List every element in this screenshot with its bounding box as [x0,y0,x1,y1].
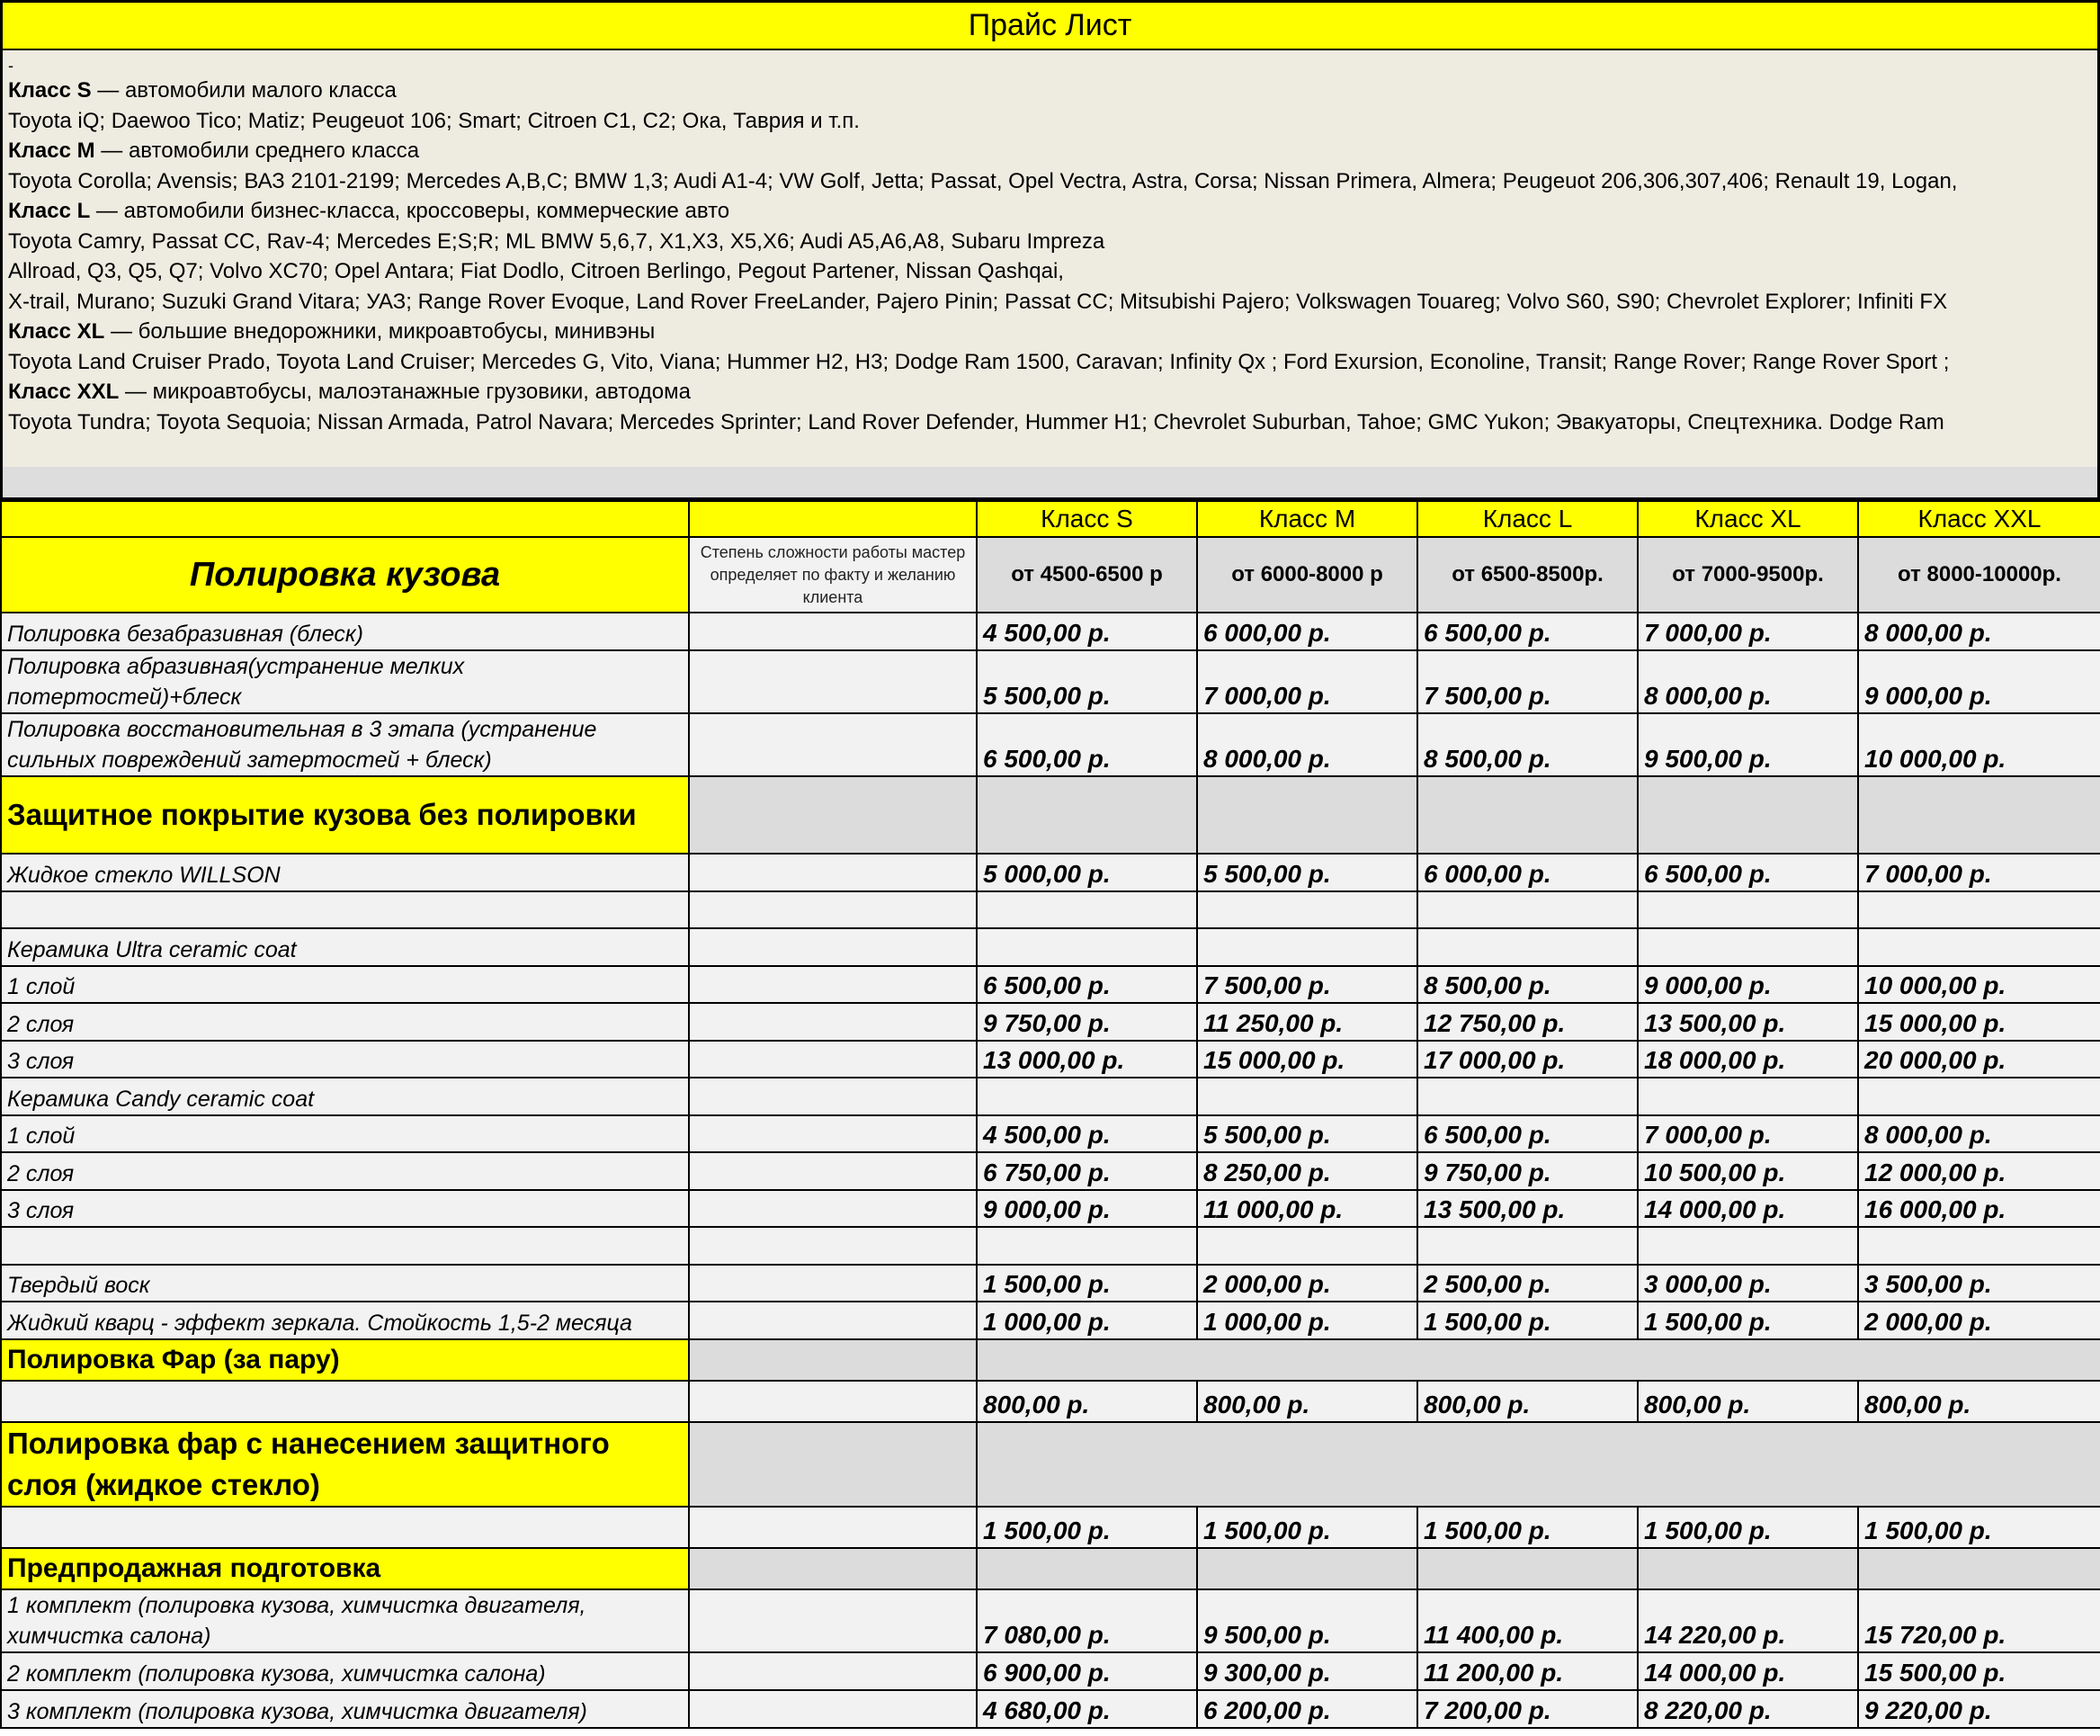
price-cell: 12 750,00 р. [1417,1003,1638,1041]
section-title: Полировка Фар (за пару) [1,1339,689,1381]
desc-line [8,347,2097,378]
empty-cell [1638,1548,1858,1589]
price-cell: 1 500,00 р. [1858,1507,2100,1548]
empty-cell [977,1422,2100,1507]
empty-cell [1417,891,1638,928]
empty-cell [1417,1227,1638,1265]
desc-line [8,256,2097,287]
price-cell: 8 220,00 р. [1638,1690,1858,1728]
price-row [1,1652,2100,1690]
page-title: Прайс Лист [0,0,2100,50]
empty-cell [1858,1078,2100,1115]
section-row [1,1422,2100,1507]
desc-line [8,106,2097,137]
price-cell: 15 000,00 р. [1858,1003,2100,1041]
price-row [1,1690,2100,1728]
price-cell: 1 500,00 р. [1638,1302,1858,1339]
price-cell: 800,00 р. [1638,1381,1858,1422]
price-cell: 11 000,00 р. [1197,1190,1417,1227]
desc-text: Toyota Land Cruiser Prado, Toyota Land Cruiser; Mercedes G, Vito, Viana; Hummer H2, H3; Dodge Ram 1500, Caravan; Infinity Qx ; Ford Exursion, Econoline, Transit; Range Rover; Range Rover Sport ; [8,349,1950,374]
empty-cell [1,1507,689,1548]
price-row [1,1115,2100,1152]
price-cell: 7 000,00 р. [1638,613,1858,650]
desc-text: — автомобили среднего класса [94,139,420,163]
desc-line [8,287,2097,318]
empty-cell [1417,776,1638,854]
price-cell: 10 000,00 р. [1858,966,2100,1003]
section-title: Полировка кузова [1,537,689,613]
class-label: Класс L [8,199,91,223]
subsection-row [1,928,2100,966]
blank-row [1,891,2100,928]
price-cell: 14 220,00 р. [1638,1589,1858,1652]
price-cell: 7 000,00 р. [1197,650,1417,713]
price-cell: 7 000,00 р. [1638,1115,1858,1152]
service-name: 2 слоя [1,1152,689,1190]
section-title: Полировка фар с нанесением защитного слоя (жидкое стекло) [1,1422,689,1507]
empty-cell [689,1589,977,1652]
desc-gray-strip [3,467,2097,497]
empty-cell [689,1003,977,1041]
empty-cell [689,776,977,854]
class-header: Класс S [977,501,1197,537]
empty-cell [689,928,977,966]
class-label: Класс M [8,139,95,163]
empty-cell [689,1690,977,1728]
empty-cell [977,1227,1197,1265]
desc-text: — микроавтобусы, малоэтанажные грузовики, автодома [119,380,691,404]
empty-cell [977,1548,1197,1589]
desc-text: — автомобили бизнес-класса, кроссоверы, коммерческие авто [90,199,730,223]
price-cell: 5 500,00 р. [1197,854,1417,891]
price-cell: 20 000,00 р. [1858,1041,2100,1078]
class-header: Класс XXL [1858,501,2100,537]
desc-line [8,76,2097,106]
empty-cell [1858,776,2100,854]
price-cell: 14 000,00 р. [1638,1652,1858,1690]
price-cell: 9 220,00 р. [1858,1690,2100,1728]
class-header: Класс XL [1638,501,1858,537]
price-cell: 800,00 р. [1417,1381,1638,1422]
price-cell: 800,00 р. [977,1381,1197,1422]
price-cell: 8 500,00 р. [1417,966,1638,1003]
desc-line [8,317,2097,347]
empty-cell [689,1078,977,1115]
service-name: Твердый воск [1,1265,689,1302]
empty-cell [689,1265,977,1302]
empty-cell [1197,928,1417,966]
desc-dash: - [8,57,13,75]
section-row [1,776,2100,854]
price-cell: 8 000,00 р. [1858,1115,2100,1152]
price-cell: 10 000,00 р. [1858,713,2100,776]
empty-cell [689,1115,977,1152]
price-cell: 9 000,00 р. [1638,966,1858,1003]
service-name: 3 комплект (полировка кузова, химчистка двигателя) [1,1690,689,1728]
subsection-title: Керамика Candy ceramic coat [1,1078,689,1115]
price-cell: 9 500,00 р. [1197,1589,1417,1652]
price-cell: 11 250,00 р. [1197,1003,1417,1041]
empty-cell [1,501,689,537]
desc-line [8,377,2097,407]
price-cell: 6 750,00 р. [977,1152,1197,1190]
class-label: Класс S [8,78,92,103]
price-cell: 9 500,00 р. [1638,713,1858,776]
empty-cell [977,1339,2100,1381]
empty-cell [689,1190,977,1227]
price-cell: 9 000,00 р. [977,1190,1197,1227]
empty-cell [689,1041,977,1078]
price-cell: 11 400,00 р. [1417,1589,1638,1652]
price-cell: 6 500,00 р. [977,966,1197,1003]
empty-cell [1197,1227,1417,1265]
empty-cell [689,854,977,891]
service-name: Полировка абразивная(устранение мелких потертостей)+блеск [1,650,689,713]
empty-cell [689,1302,977,1339]
class-header-row [1,501,2100,537]
empty-cell [977,776,1197,854]
price-row [1,713,2100,776]
service-name: 1 слой [1,966,689,1003]
empty-cell [689,966,977,1003]
empty-cell [689,1152,977,1190]
desc-text: — автомобили малого класса [91,78,397,103]
price-cell: 6 500,00 р. [1417,1115,1638,1152]
price-cell: 8 000,00 р. [1197,713,1417,776]
empty-cell [1858,928,2100,966]
service-name: 1 комплект (полировка кузова, химчистка двигателя, химчистка салона) [1,1589,689,1652]
price-cell: 13 500,00 р. [1638,1003,1858,1041]
desc-text: Toyota iQ; Daewoo Tico; Matiz; Peugeuot 106; Smart; Citroen C1, C2; Ока, Таврия и т.п. [8,108,860,133]
price-cell: 17 000,00 р. [1417,1041,1638,1078]
price-row [1,650,2100,713]
price-cell: 15 500,00 р. [1858,1652,2100,1690]
price-cell: 4 680,00 р. [977,1690,1197,1728]
empty-cell [977,891,1197,928]
complexity-note: Степень сложности работы мастер определяет по факту и желанию клиента [689,537,977,613]
empty-cell [1638,891,1858,928]
price-cell: 4 500,00 р. [977,1115,1197,1152]
service-name: 3 слоя [1,1041,689,1078]
desc-line [8,196,2097,227]
class-header: Класс L [1417,501,1638,537]
class-label: Класс XXL [8,380,120,404]
price-row [1,1507,2100,1548]
price-row [1,1302,2100,1339]
section-title: Защитное покрытие кузова без полировки [1,776,689,854]
desc-text: X-trail, Murano; Suzuki Grand Vitara; УАЗ; Range Rover Evoque, Land Rover FreeLander, Pajero Pinin; Passat CC; Mitsubishi Pajero; Volkswagen Touareg; Volvo S60, S90; Chevrolet Explorer; Infiniti FX [8,289,1948,314]
desc-text: Allroad, Q3, Q5, Q7; Volvo XC70; Opel Antara; Fiat Dodlo, Citroen Berlingo, Pegout Partener, Nissan Qashqai, [8,259,1064,283]
section-title: Предпродажная подготовка [1,1548,689,1589]
price-cell: 12 000,00 р. [1858,1152,2100,1190]
blank-row [1,1227,2100,1265]
price-cell: 9 000,00 р. [1858,650,2100,713]
service-name: Полировка восстановительная в 3 этапа (устранение сильных повреждений затертостей + блеск) [1,713,689,776]
desc-line [8,407,2097,438]
price-cell: 9 750,00 р. [977,1003,1197,1041]
empty-cell [689,1507,977,1548]
empty-cell [689,1227,977,1265]
service-name: 2 комплект (полировка кузова, химчистка салона) [1,1652,689,1690]
price-range: от 4500-6500 р [977,537,1197,613]
section-row [1,1339,2100,1381]
price-row [1,1190,2100,1227]
price-row [1,1003,2100,1041]
price-cell: 800,00 р. [1858,1381,2100,1422]
price-cell: 6 500,00 р. [1417,613,1638,650]
class-header: Класс M [1197,501,1417,537]
price-cell: 13 500,00 р. [1417,1190,1638,1227]
price-cell: 8 000,00 р. [1858,613,2100,650]
price-row [1,1589,2100,1652]
class-description-block [0,50,2100,500]
empty-cell [1197,776,1417,854]
price-cell: 6 500,00 р. [1638,854,1858,891]
empty-cell [1417,1078,1638,1115]
price-cell: 13 000,00 р. [977,1041,1197,1078]
price-cell: 5 000,00 р. [977,854,1197,891]
empty-cell [1,891,689,928]
empty-cell [689,650,977,713]
price-cell: 10 500,00 р. [1638,1152,1858,1190]
price-cell: 7 000,00 р. [1858,854,2100,891]
price-cell: 6 000,00 р. [1197,613,1417,650]
empty-cell [689,891,977,928]
price-cell: 8 500,00 р. [1417,713,1638,776]
price-row [1,613,2100,650]
price-cell: 2 000,00 р. [1197,1265,1417,1302]
empty-cell [1197,1548,1417,1589]
price-cell: 18 000,00 р. [1638,1041,1858,1078]
empty-cell [1638,928,1858,966]
empty-cell [689,1381,977,1422]
price-cell: 16 000,00 р. [1858,1190,2100,1227]
desc-text: Toyota Camry, Passat CC, Rav-4; Mercedes E;S;R; ML BMW 5,6,7, X1,X3, X5,X6; Audi A5,A6,A8, Subaru Impreza [8,228,1105,254]
price-cell: 1 500,00 р. [977,1507,1197,1548]
price-row [1,1041,2100,1078]
section-row [1,1548,2100,1589]
price-cell: 9 750,00 р. [1417,1152,1638,1190]
empty-cell [689,613,977,650]
price-row [1,1265,2100,1302]
desc-line [8,227,2097,257]
service-name: Жидкое стекло WILLSON [1,854,689,891]
price-cell: 1 500,00 р. [977,1265,1197,1302]
empty-cell [689,713,977,776]
price-cell: 15 000,00 р. [1197,1041,1417,1078]
empty-cell [1858,1548,2100,1589]
price-cell: 9 300,00 р. [1197,1652,1417,1690]
desc-text: — большие внедорожники, микроавтобусы, минивэны [104,319,656,344]
service-name: Полировка безабразивная (блеск) [1,613,689,650]
price-cell: 7 080,00 р. [977,1589,1197,1652]
price-cell: 5 500,00 р. [1197,1115,1417,1152]
price-cell: 8 000,00 р. [1638,650,1858,713]
empty-cell [1197,1078,1417,1115]
price-range: от 6500-8500р. [1417,537,1638,613]
price-cell: 6 200,00 р. [1197,1690,1417,1728]
empty-cell [977,1078,1197,1115]
empty-cell [1858,891,2100,928]
empty-cell [1638,1227,1858,1265]
empty-cell [1197,891,1417,928]
service-name: 1 слой [1,1115,689,1152]
desc-text: Toyota Corolla; Avensis; ВАЗ 2101-2199; Mercedes A,B,C; BMW 1,3; Audi A1-4; VW Golf, Jetta; Passat, Opel Vectra, Astra, Corsa; Nissan Primera, Almera; Peugeuot 206,306,307,406; Renault 19, Logan, [8,168,1958,193]
price-cell: 1 500,00 р. [1417,1302,1638,1339]
empty-cell [1,1381,689,1422]
price-cell: 1 500,00 р. [1638,1507,1858,1548]
desc-line [8,136,2097,166]
price-cell: 15 720,00 р. [1858,1589,2100,1652]
price-cell: 800,00 р. [1197,1381,1417,1422]
empty-cell [689,1548,977,1589]
price-cell: 3 000,00 р. [1638,1265,1858,1302]
price-cell: 7 500,00 р. [1197,966,1417,1003]
price-cell: 2 000,00 р. [1858,1302,2100,1339]
price-cell: 7 500,00 р. [1417,650,1638,713]
service-name: 2 слоя [1,1003,689,1041]
price-row [1,1152,2100,1190]
price-cell: 8 250,00 р. [1197,1152,1417,1190]
price-table [0,500,2100,1729]
price-cell: 6 500,00 р. [977,713,1197,776]
price-range: от 6000-8000 р [1197,537,1417,613]
service-name: Жидкий кварц - эффект зеркала. Стойкость 1,5-2 месяца [1,1302,689,1339]
price-cell: 1 000,00 р. [1197,1302,1417,1339]
price-range: от 7000-9500р. [1638,537,1858,613]
price-cell: 4 500,00 р. [977,613,1197,650]
empty-cell [1638,776,1858,854]
empty-cell [977,928,1197,966]
empty-cell [1417,1548,1638,1589]
desc-text: Toyota Tundra; Toyota Sequoia; Nissan Armada, Patrol Navara; Mercedes Sprinter; Land Rover Defender, Hummer H1; Chevrolet Suburban, Tahoe; GMC Yukon; Эвакуаторы, Спецтехника. Dodge Ram [8,409,1944,434]
price-cell: 3 500,00 р. [1858,1265,2100,1302]
empty-cell [1417,928,1638,966]
price-cell: 14 000,00 р. [1638,1190,1858,1227]
price-row [1,854,2100,891]
price-cell: 1 500,00 р. [1417,1507,1638,1548]
empty-cell [1858,1227,2100,1265]
polish-header-row [1,537,2100,613]
empty-cell [1,1227,689,1265]
subsection-title: Керамика Ultra ceramic coat [1,928,689,966]
empty-cell [1638,1078,1858,1115]
price-cell: 2 500,00 р. [1417,1265,1638,1302]
desc-line [8,166,2097,197]
price-cell: 5 500,00 р. [977,650,1197,713]
price-cell: 1 500,00 р. [1197,1507,1417,1548]
price-row [1,1381,2100,1422]
price-cell: 1 000,00 р. [977,1302,1197,1339]
price-cell: 11 200,00 р. [1417,1652,1638,1690]
service-name: 3 слоя [1,1190,689,1227]
empty-cell [689,1339,977,1381]
price-range: от 8000-10000р. [1858,537,2100,613]
price-cell: 7 200,00 р. [1417,1690,1638,1728]
subsection-row [1,1078,2100,1115]
empty-cell [689,501,977,537]
price-cell: 6 900,00 р. [977,1652,1197,1690]
price-cell: 6 000,00 р. [1417,854,1638,891]
empty-cell [689,1652,977,1690]
class-label: Класс XL [8,319,105,344]
price-row [1,966,2100,1003]
empty-cell [689,1422,977,1507]
